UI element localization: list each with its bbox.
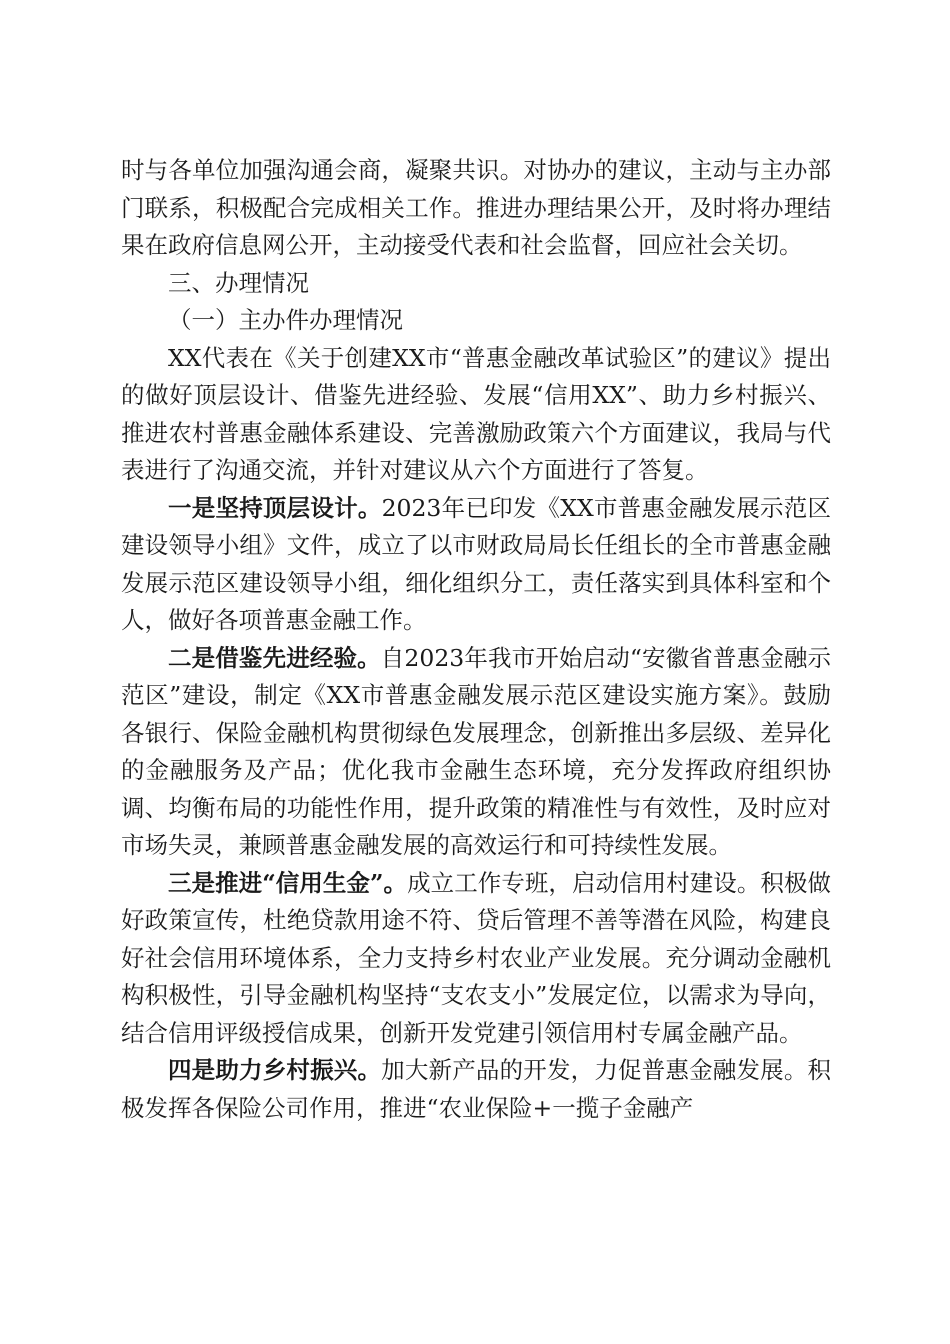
point-2-body: 自2023年我市开始启动“安徽省普惠金融示范区”建设，制定《XX市普惠金融发展示范区建设实施方案》。鼓励各银行、保险金融机构贯彻绿色发展理念，创新推出多层级、差异化的金融服务及产品；优化我市金融生态环境，充分发挥政府组织协调、均衡布局的功能性作用，提升政策的精准性与有效性，及时应对市场失灵，兼顾普惠金融发展的高效运行和可持续性发展。 [121,643,832,859]
point-1-lead: 一是坚持顶层设计。 [168,493,382,522]
subsection-heading: （一）主办件办理情况 [168,306,403,334]
paragraph-point-3 [121,865,831,1053]
point-1-body: 2023年已印发《XX市普惠金融发展示范区建设领导小组》文件，成立了以市财政局局长任组长的全市普惠金融发展示范区建设领导小组，细化组织分工，责任落实到具体科室和个人，做好各项普惠金融工作。 [121,493,832,634]
paragraph-point-2 [121,640,831,865]
paragraph-point-4 [121,1052,831,1127]
document-page [121,152,831,1127]
point-4-lead: 四是助力乡村振兴。 [168,1056,382,1084]
point-2-lead: 二是借鉴先进经验。 [168,643,381,672]
paragraph-continuation: 时与各单位加强沟通会商，凝聚共识。对协办的建议，主动与主办部门联系，积极配合完成相关工作。推进办理结果公开，及时将办理结果在政府信息网公开，主动接受代表和社会监督，回应社会关切。 [121,156,831,259]
point-3-lead: 三是推进“信用生金”。 [168,868,408,897]
point-3-body: 成立工作专班，启动信用村建设。积极做好政策宣传，杜绝贷款用途不符、贷后管理不善等潜在风险，构建良好社会信用环境体系，全力支持乡村农业产业发展。充分调动金融机构积极性，引导金融机构坚持“支农支小”发展定位，以需求为导向，结合信用评级授信成果，创新开发党建引领信用村专属金融产品。 [121,868,831,1047]
paragraph-point-1 [121,490,831,640]
point-4-body: 加大新产品的开发，力促普惠金融发展。积极发挥各保险公司作用，推进“农业保险+一揽子金融产 [121,1056,832,1122]
paragraph-intro: XX代表在《关于创建XX市“普惠金融改革试验区”的建议》提出的做好顶层设计、借鉴先进经验、发展“信用XX”、助力乡村振兴、推进农村普惠金融体系建设、完善激励政策六个方面建议，我局与代表进行了沟通交流，并针对建议从六个方面进行了答复。 [121,343,831,484]
section-heading: 三、办理情况 [168,268,309,297]
